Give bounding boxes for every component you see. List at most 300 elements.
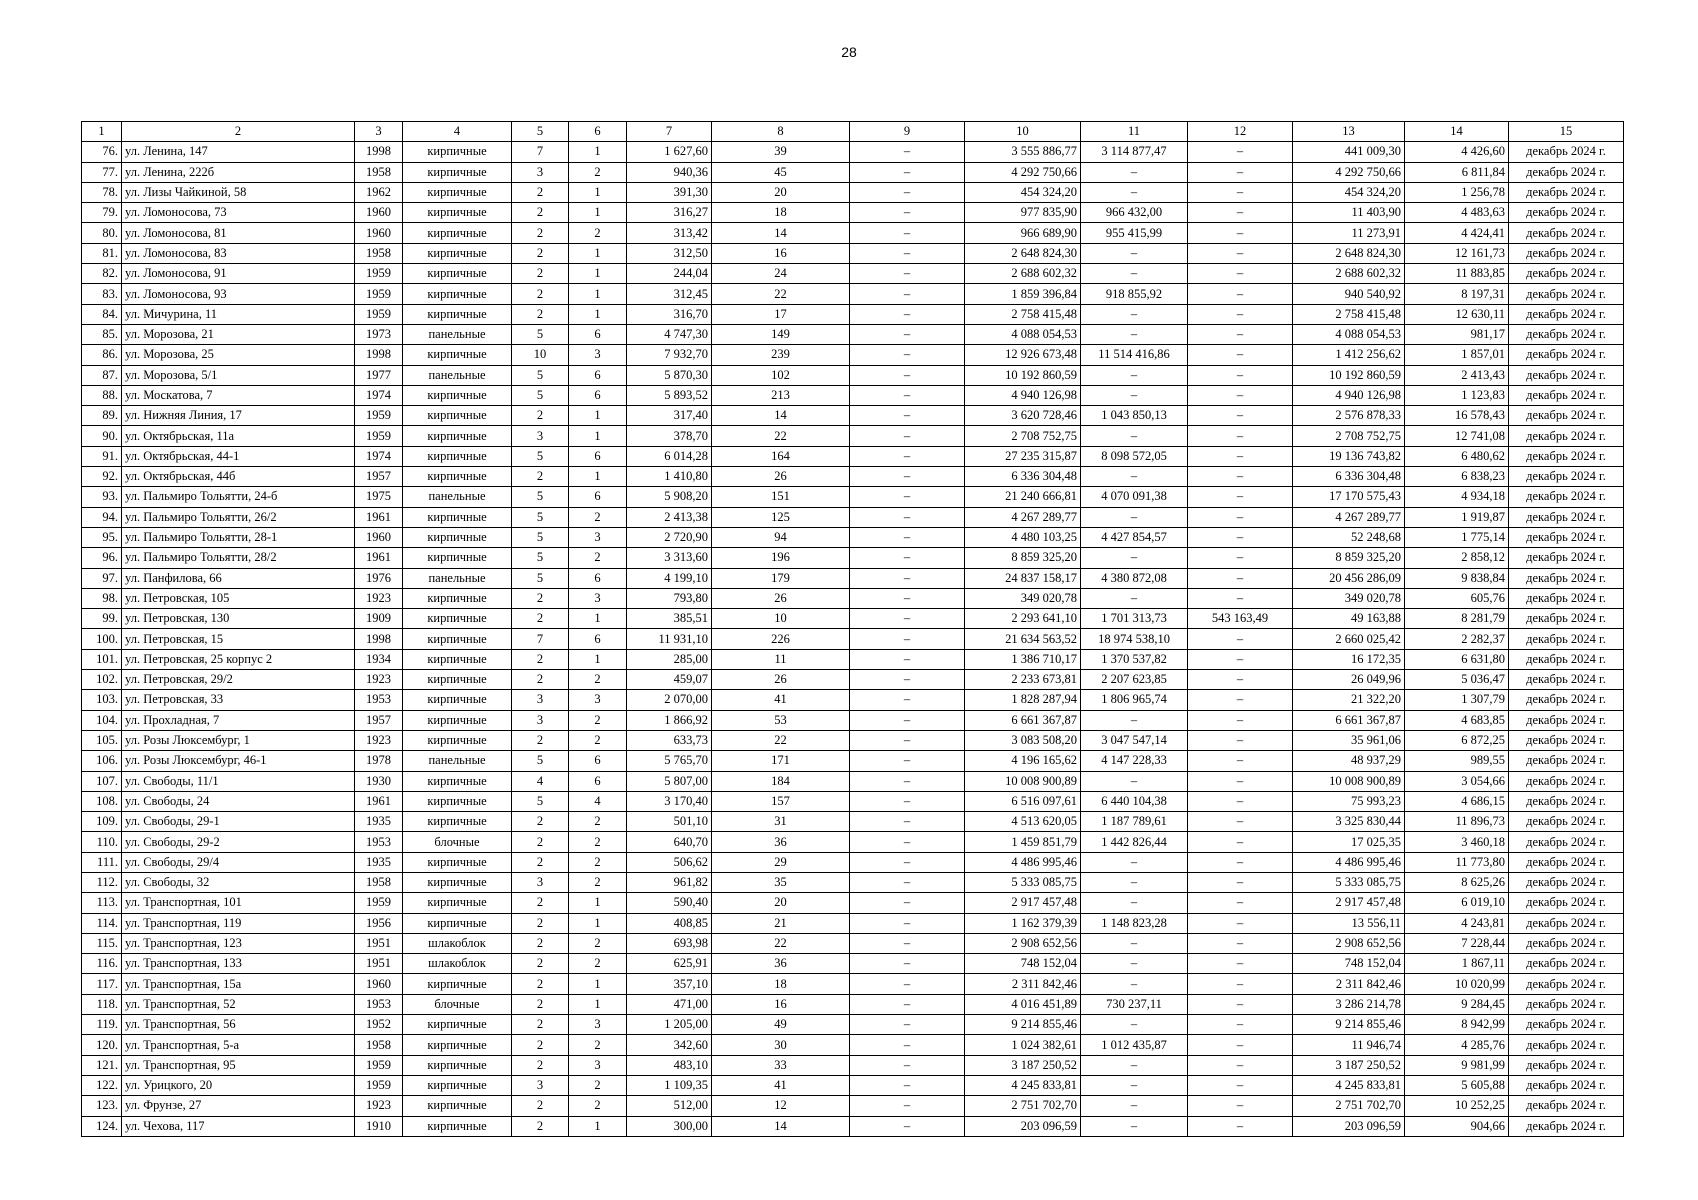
residents-cell: 196 [712, 548, 850, 568]
area-cell: 3 170,40 [627, 791, 712, 811]
col-14-amount-cell: 1 256,78 [1405, 182, 1509, 202]
year-built-cell: 1959 [355, 1075, 403, 1095]
table-row [82, 893, 1624, 913]
year-built-cell: 1998 [355, 629, 403, 649]
col-13-amount-cell: 748 152,04 [1293, 954, 1405, 974]
entrances-cell: 2 [569, 548, 627, 568]
wall-material-cell: кирпичные [403, 690, 512, 710]
col-9-value-cell: – [850, 507, 965, 527]
deadline-cell: декабрь 2024 г. [1509, 284, 1624, 304]
col-14-amount-cell: 1 857,01 [1405, 345, 1509, 365]
floors-cell: 3 [512, 872, 569, 892]
row-index-cell: 78. [82, 182, 122, 202]
residents-cell: 226 [712, 629, 850, 649]
wall-material-cell: кирпичные [403, 467, 512, 487]
column-number-header: 13 [1293, 122, 1405, 142]
row-index-cell: 89. [82, 406, 122, 426]
entrances-cell: 1 [569, 182, 627, 202]
deadline-cell: декабрь 2024 г. [1509, 670, 1624, 690]
wall-material-cell: кирпичные [403, 304, 512, 324]
address-cell: ул. Транспортная, 119 [122, 913, 355, 933]
area-cell: 2 070,00 [627, 690, 712, 710]
table-row [82, 284, 1624, 304]
col-14-amount-cell: 8 942,99 [1405, 1015, 1509, 1035]
col-9-value-cell: – [850, 487, 965, 507]
entrances-cell: 2 [569, 710, 627, 730]
year-built-cell: 1962 [355, 182, 403, 202]
wall-material-cell: шлакоблок [403, 933, 512, 953]
col-14-amount-cell: 4 683,85 [1405, 710, 1509, 730]
floors-cell: 2 [512, 284, 569, 304]
residents-cell: 14 [712, 223, 850, 243]
row-index-cell: 123. [82, 1096, 122, 1116]
residents-cell: 41 [712, 1075, 850, 1095]
entrances-cell: 3 [569, 527, 627, 547]
area-cell: 2 720,90 [627, 527, 712, 547]
area-cell: 317,40 [627, 406, 712, 426]
address-cell: ул. Фрунзе, 27 [122, 1096, 355, 1116]
col-10-amount-cell: 1 024 382,61 [965, 1035, 1081, 1055]
row-index-cell: 97. [82, 568, 122, 588]
address-cell: ул. Транспортная, 56 [122, 1015, 355, 1035]
col-10-amount-cell: 1 859 396,84 [965, 284, 1081, 304]
year-built-cell: 1977 [355, 365, 403, 385]
col-9-value-cell: – [850, 588, 965, 608]
area-cell: 316,70 [627, 304, 712, 324]
address-cell: ул. Ленина, 147 [122, 142, 355, 162]
floors-cell: 3 [512, 710, 569, 730]
table-row [82, 1055, 1624, 1075]
col-12-amount-cell: – [1188, 1116, 1293, 1136]
col-12-amount-cell: – [1188, 507, 1293, 527]
col-9-value-cell: – [850, 527, 965, 547]
floors-cell: 5 [512, 548, 569, 568]
col-9-value-cell: – [850, 365, 965, 385]
year-built-cell: 1958 [355, 872, 403, 892]
col-11-amount-cell: – [1081, 385, 1188, 405]
table-row [82, 649, 1624, 669]
wall-material-cell: кирпичные [403, 182, 512, 202]
col-13-amount-cell: 11 273,91 [1293, 223, 1405, 243]
table-row [82, 791, 1624, 811]
col-9-value-cell: – [850, 670, 965, 690]
col-12-amount-cell: – [1188, 771, 1293, 791]
col-13-amount-cell: 49 163,88 [1293, 609, 1405, 629]
wall-material-cell: кирпичные [403, 609, 512, 629]
residents-cell: 20 [712, 893, 850, 913]
column-number-header: 14 [1405, 122, 1509, 142]
entrances-cell: 4 [569, 791, 627, 811]
deadline-cell: декабрь 2024 г. [1509, 791, 1624, 811]
row-index-cell: 112. [82, 872, 122, 892]
col-14-amount-cell: 16 578,43 [1405, 406, 1509, 426]
col-12-amount-cell: – [1188, 365, 1293, 385]
col-10-amount-cell: 5 333 085,75 [965, 872, 1081, 892]
column-number-header: 12 [1188, 122, 1293, 142]
wall-material-cell: кирпичные [403, 264, 512, 284]
col-14-amount-cell: 1 867,11 [1405, 954, 1509, 974]
entrances-cell: 2 [569, 162, 627, 182]
col-14-amount-cell: 6 480,62 [1405, 446, 1509, 466]
wall-material-cell: кирпичные [403, 1096, 512, 1116]
table-row [82, 527, 1624, 547]
address-cell: ул. Октябрьская, 11а [122, 426, 355, 446]
floors-cell: 7 [512, 629, 569, 649]
table-row [82, 974, 1624, 994]
col-14-amount-cell: 4 426,60 [1405, 142, 1509, 162]
col-9-value-cell: – [850, 182, 965, 202]
col-11-amount-cell: 1 187 789,61 [1081, 812, 1188, 832]
deadline-cell: декабрь 2024 г. [1509, 812, 1624, 832]
floors-cell: 2 [512, 649, 569, 669]
address-cell: ул. Свободы, 29-2 [122, 832, 355, 852]
table-row [82, 690, 1624, 710]
col-11-amount-cell: – [1081, 507, 1188, 527]
address-cell: ул. Морозова, 25 [122, 345, 355, 365]
wall-material-cell: кирпичные [403, 548, 512, 568]
floors-cell: 5 [512, 385, 569, 405]
year-built-cell: 1959 [355, 406, 403, 426]
deadline-cell: декабрь 2024 г. [1509, 1075, 1624, 1095]
wall-material-cell: блочные [403, 994, 512, 1014]
col-12-amount-cell: – [1188, 1055, 1293, 1075]
wall-material-cell: кирпичные [403, 730, 512, 750]
col-9-value-cell: – [850, 284, 965, 304]
wall-material-cell: панельные [403, 324, 512, 344]
table-row [82, 812, 1624, 832]
col-11-amount-cell: – [1081, 264, 1188, 284]
col-10-amount-cell: 2 648 824,30 [965, 243, 1081, 263]
wall-material-cell: панельные [403, 487, 512, 507]
col-10-amount-cell: 2 293 641,10 [965, 609, 1081, 629]
address-cell: ул. Октябрьская, 44б [122, 467, 355, 487]
col-13-amount-cell: 2 311 842,46 [1293, 974, 1405, 994]
col-13-amount-cell: 1 412 256,62 [1293, 345, 1405, 365]
col-11-amount-cell: – [1081, 1075, 1188, 1095]
col-14-amount-cell: 4 285,76 [1405, 1035, 1509, 1055]
col-11-amount-cell: 4 380 872,08 [1081, 568, 1188, 588]
col-13-amount-cell: 5 333 085,75 [1293, 872, 1405, 892]
area-cell: 793,80 [627, 588, 712, 608]
year-built-cell: 1935 [355, 812, 403, 832]
residents-cell: 10 [712, 609, 850, 629]
col-9-value-cell: – [850, 1015, 965, 1035]
row-index-cell: 101. [82, 649, 122, 669]
residents-cell: 26 [712, 588, 850, 608]
col-10-amount-cell: 3 620 728,46 [965, 406, 1081, 426]
col-11-amount-cell: 918 855,92 [1081, 284, 1188, 304]
col-11-amount-cell: – [1081, 974, 1188, 994]
address-cell: ул. Чехова, 117 [122, 1116, 355, 1136]
col-13-amount-cell: 8 859 325,20 [1293, 548, 1405, 568]
col-14-amount-cell: 8 281,79 [1405, 609, 1509, 629]
col-12-amount-cell: – [1188, 223, 1293, 243]
area-cell: 1 205,00 [627, 1015, 712, 1035]
year-built-cell: 1953 [355, 690, 403, 710]
deadline-cell: декабрь 2024 г. [1509, 1015, 1624, 1035]
row-index-cell: 79. [82, 203, 122, 223]
entrances-cell: 6 [569, 324, 627, 344]
entrances-cell: 1 [569, 406, 627, 426]
residents-cell: 184 [712, 771, 850, 791]
address-cell: ул. Пальмиро Тольятти, 28-1 [122, 527, 355, 547]
wall-material-cell: кирпичные [403, 284, 512, 304]
year-built-cell: 1923 [355, 588, 403, 608]
col-10-amount-cell: 4 196 165,62 [965, 751, 1081, 771]
table-row [82, 771, 1624, 791]
deadline-cell: декабрь 2024 г. [1509, 304, 1624, 324]
address-cell: ул. Урицкого, 20 [122, 1075, 355, 1095]
col-13-amount-cell: 17 170 575,43 [1293, 487, 1405, 507]
col-11-amount-cell: 966 432,00 [1081, 203, 1188, 223]
wall-material-cell: кирпичные [403, 710, 512, 730]
col-13-amount-cell: 3 187 250,52 [1293, 1055, 1405, 1075]
table-row [82, 223, 1624, 243]
col-14-amount-cell: 4 483,63 [1405, 203, 1509, 223]
area-cell: 244,04 [627, 264, 712, 284]
col-12-amount-cell: – [1188, 791, 1293, 811]
row-index-cell: 100. [82, 629, 122, 649]
col-10-amount-cell: 4 292 750,66 [965, 162, 1081, 182]
deadline-cell: декабрь 2024 г. [1509, 771, 1624, 791]
col-12-amount-cell: – [1188, 913, 1293, 933]
row-index-cell: 98. [82, 588, 122, 608]
entrances-cell: 1 [569, 243, 627, 263]
wall-material-cell: кирпичные [403, 406, 512, 426]
area-cell: 5 870,30 [627, 365, 712, 385]
area-cell: 4 747,30 [627, 324, 712, 344]
wall-material-cell: панельные [403, 751, 512, 771]
residents-cell: 41 [712, 690, 850, 710]
col-9-value-cell: – [850, 872, 965, 892]
residents-cell: 22 [712, 284, 850, 304]
col-10-amount-cell: 3 187 250,52 [965, 1055, 1081, 1075]
table-row [82, 142, 1624, 162]
col-9-value-cell: – [850, 1055, 965, 1075]
area-cell: 385,51 [627, 609, 712, 629]
area-cell: 483,10 [627, 1055, 712, 1075]
col-14-amount-cell: 6 019,10 [1405, 893, 1509, 913]
col-14-amount-cell: 981,17 [1405, 324, 1509, 344]
col-14-amount-cell: 12 630,11 [1405, 304, 1509, 324]
floors-cell: 2 [512, 609, 569, 629]
floors-cell: 2 [512, 954, 569, 974]
col-10-amount-cell: 1 828 287,94 [965, 690, 1081, 710]
col-14-amount-cell: 6 872,25 [1405, 730, 1509, 750]
col-12-amount-cell: – [1188, 426, 1293, 446]
col-12-amount-cell: – [1188, 284, 1293, 304]
deadline-cell: декабрь 2024 г. [1509, 974, 1624, 994]
col-9-value-cell: – [850, 954, 965, 974]
col-10-amount-cell: 2 917 457,48 [965, 893, 1081, 913]
area-cell: 285,00 [627, 649, 712, 669]
entrances-cell: 6 [569, 446, 627, 466]
col-12-amount-cell: – [1188, 324, 1293, 344]
wall-material-cell: кирпичные [403, 426, 512, 446]
table-row [82, 832, 1624, 852]
row-index-cell: 121. [82, 1055, 122, 1075]
col-10-amount-cell: 203 096,59 [965, 1116, 1081, 1136]
column-number-header: 7 [627, 122, 712, 142]
col-13-amount-cell: 2 688 602,32 [1293, 264, 1405, 284]
residents-cell: 149 [712, 324, 850, 344]
residents-cell: 164 [712, 446, 850, 466]
address-cell: ул. Пальмиро Тольятти, 24-б [122, 487, 355, 507]
entrances-cell: 1 [569, 974, 627, 994]
entrances-cell: 2 [569, 872, 627, 892]
address-cell: ул. Свободы, 11/1 [122, 771, 355, 791]
area-cell: 512,00 [627, 1096, 712, 1116]
col-9-value-cell: – [850, 913, 965, 933]
col-10-amount-cell: 2 751 702,70 [965, 1096, 1081, 1116]
table-row [82, 1116, 1624, 1136]
floors-cell: 2 [512, 1096, 569, 1116]
col-14-amount-cell: 11 896,73 [1405, 812, 1509, 832]
col-9-value-cell: – [850, 751, 965, 771]
row-index-cell: 80. [82, 223, 122, 243]
area-cell: 1 866,92 [627, 710, 712, 730]
table-row [82, 872, 1624, 892]
row-index-cell: 87. [82, 365, 122, 385]
table-row [82, 406, 1624, 426]
col-11-amount-cell: – [1081, 1096, 1188, 1116]
floors-cell: 2 [512, 852, 569, 872]
col-11-amount-cell: 1 148 823,28 [1081, 913, 1188, 933]
col-12-amount-cell: – [1188, 203, 1293, 223]
address-cell: ул. Транспортная, 95 [122, 1055, 355, 1075]
col-10-amount-cell: 4 480 103,25 [965, 527, 1081, 547]
deadline-cell: декабрь 2024 г. [1509, 872, 1624, 892]
floors-cell: 2 [512, 893, 569, 913]
col-10-amount-cell: 2 688 602,32 [965, 264, 1081, 284]
area-cell: 625,91 [627, 954, 712, 974]
floors-cell: 2 [512, 670, 569, 690]
col-12-amount-cell: – [1188, 406, 1293, 426]
row-index-cell: 116. [82, 954, 122, 974]
area-cell: 5 765,70 [627, 751, 712, 771]
col-12-amount-cell: – [1188, 1015, 1293, 1035]
col-9-value-cell: – [850, 690, 965, 710]
col-12-amount-cell: – [1188, 548, 1293, 568]
col-12-amount-cell: – [1188, 852, 1293, 872]
page-number: 28 [841, 44, 857, 60]
area-cell: 313,42 [627, 223, 712, 243]
col-10-amount-cell: 3 083 508,20 [965, 730, 1081, 750]
table-row [82, 446, 1624, 466]
address-cell: ул. Розы Люксембург, 1 [122, 730, 355, 750]
row-index-cell: 108. [82, 791, 122, 811]
residents-cell: 21 [712, 913, 850, 933]
residents-cell: 24 [712, 264, 850, 284]
year-built-cell: 1910 [355, 1116, 403, 1136]
col-11-amount-cell: 4 070 091,38 [1081, 487, 1188, 507]
col-10-amount-cell: 8 859 325,20 [965, 548, 1081, 568]
col-11-amount-cell: – [1081, 1015, 1188, 1035]
wall-material-cell: кирпичные [403, 670, 512, 690]
col-12-amount-cell: – [1188, 162, 1293, 182]
year-built-cell: 1959 [355, 1055, 403, 1075]
row-index-cell: 92. [82, 467, 122, 487]
col-9-value-cell: – [850, 649, 965, 669]
table-row [82, 304, 1624, 324]
wall-material-cell: кирпичные [403, 588, 512, 608]
col-10-amount-cell: 4 088 054,53 [965, 324, 1081, 344]
residents-cell: 26 [712, 670, 850, 690]
col-12-amount-cell: – [1188, 933, 1293, 953]
area-cell: 312,45 [627, 284, 712, 304]
address-cell: ул. Прохладная, 7 [122, 710, 355, 730]
col-11-amount-cell: 8 098 572,05 [1081, 446, 1188, 466]
deadline-cell: декабрь 2024 г. [1509, 345, 1624, 365]
col-13-amount-cell: 10 192 860,59 [1293, 365, 1405, 385]
address-cell: ул. Транспортная, 123 [122, 933, 355, 953]
col-14-amount-cell: 989,55 [1405, 751, 1509, 771]
col-10-amount-cell: 4 940 126,98 [965, 385, 1081, 405]
col-9-value-cell: – [850, 710, 965, 730]
col-12-amount-cell: – [1188, 142, 1293, 162]
year-built-cell: 1973 [355, 324, 403, 344]
residents-cell: 14 [712, 1116, 850, 1136]
column-number-header: 3 [355, 122, 403, 142]
residents-cell: 16 [712, 243, 850, 263]
address-cell: ул. Ломоносова, 73 [122, 203, 355, 223]
col-11-amount-cell: – [1081, 548, 1188, 568]
address-cell: ул. Петровская, 25 корпус 2 [122, 649, 355, 669]
row-index-cell: 93. [82, 487, 122, 507]
deadline-cell: декабрь 2024 г. [1509, 507, 1624, 527]
col-12-amount-cell: – [1188, 345, 1293, 365]
wall-material-cell: кирпичные [403, 1055, 512, 1075]
floors-cell: 2 [512, 223, 569, 243]
col-11-amount-cell: 955 415,99 [1081, 223, 1188, 243]
col-9-value-cell: – [850, 467, 965, 487]
address-cell: ул. Свободы, 32 [122, 872, 355, 892]
wall-material-cell: кирпичные [403, 974, 512, 994]
col-14-amount-cell: 904,66 [1405, 1116, 1509, 1136]
col-10-amount-cell: 349 020,78 [965, 588, 1081, 608]
year-built-cell: 1978 [355, 751, 403, 771]
col-10-amount-cell: 21 240 666,81 [965, 487, 1081, 507]
deadline-cell: декабрь 2024 г. [1509, 1096, 1624, 1116]
deadline-cell: декабрь 2024 г. [1509, 142, 1624, 162]
floors-cell: 3 [512, 1075, 569, 1095]
entrances-cell: 2 [569, 1096, 627, 1116]
col-12-amount-cell: – [1188, 243, 1293, 263]
deadline-cell: декабрь 2024 г. [1509, 568, 1624, 588]
deadline-cell: декабрь 2024 г. [1509, 629, 1624, 649]
col-10-amount-cell: 6 516 097,61 [965, 791, 1081, 811]
col-13-amount-cell: 48 937,29 [1293, 751, 1405, 771]
year-built-cell: 1958 [355, 162, 403, 182]
row-index-cell: 120. [82, 1035, 122, 1055]
address-cell: ул. Транспортная, 133 [122, 954, 355, 974]
table-row [82, 933, 1624, 953]
table-row [82, 507, 1624, 527]
wall-material-cell: кирпичные [403, 203, 512, 223]
residents-cell: 31 [712, 812, 850, 832]
col-11-amount-cell: – [1081, 933, 1188, 953]
deadline-cell: декабрь 2024 г. [1509, 893, 1624, 913]
year-built-cell: 1923 [355, 670, 403, 690]
column-number-header: 5 [512, 122, 569, 142]
col-9-value-cell: – [850, 933, 965, 953]
entrances-cell: 6 [569, 487, 627, 507]
address-cell: ул. Розы Люксембург, 46-1 [122, 751, 355, 771]
deadline-cell: декабрь 2024 г. [1509, 365, 1624, 385]
entrances-cell: 1 [569, 304, 627, 324]
col-10-amount-cell: 4 486 995,46 [965, 852, 1081, 872]
residents-cell: 20 [712, 182, 850, 202]
